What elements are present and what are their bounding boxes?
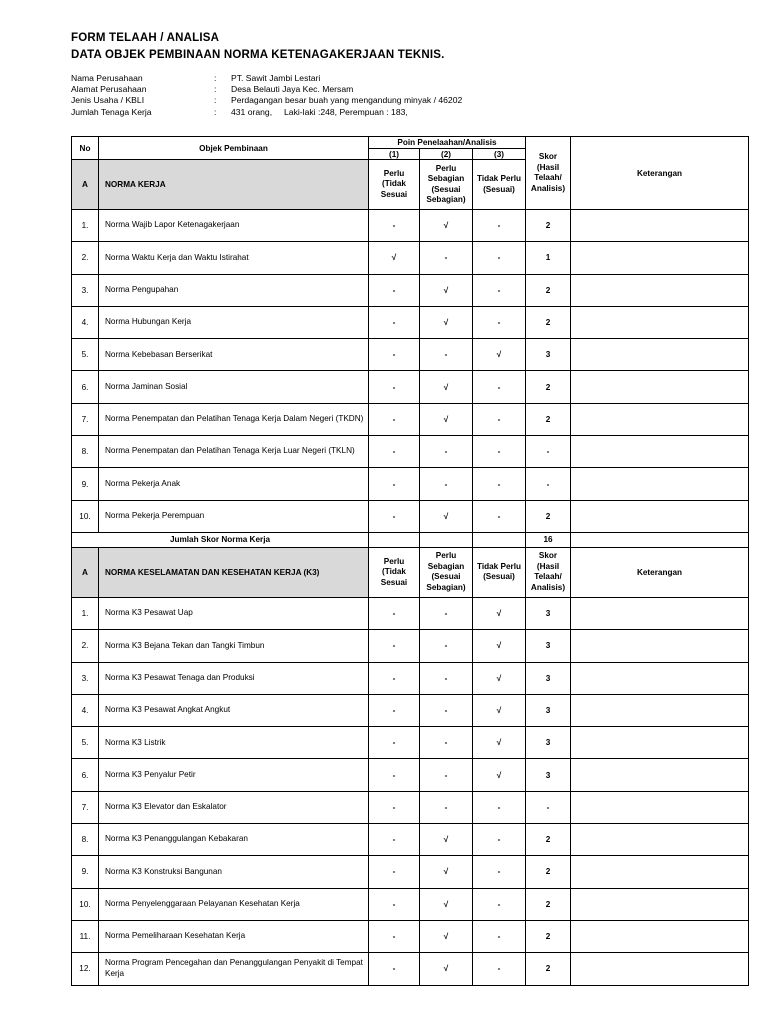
row-objek: Norma Pekerja Anak	[99, 468, 369, 500]
row-poin-2: √	[420, 856, 473, 888]
row-keterangan	[571, 274, 749, 306]
section-code: A	[72, 547, 99, 597]
total-empty-2	[420, 532, 473, 547]
row-no: 2.	[72, 242, 99, 274]
row-poin-1: -	[369, 791, 420, 823]
table-row	[72, 662, 749, 694]
row-skor: 2	[526, 371, 571, 403]
row-skor: 3	[526, 630, 571, 662]
row-objek: Norma Jaminan Sosial	[99, 371, 369, 403]
row-poin-2: √	[420, 274, 473, 306]
table-row	[72, 953, 749, 985]
row-objek: Norma Penempatan dan Pelatihan Tenaga Kerja Luar Negeri (TKLN)	[99, 436, 369, 468]
row-keterangan	[571, 468, 749, 500]
row-objek: Norma Penyelenggaraan Pelayanan Kesehatan Kerja	[99, 888, 369, 920]
subheader-perlu-sebagian: Perlu Sebagian (Sesuai Sebagian)	[420, 547, 473, 597]
table-row	[72, 888, 749, 920]
row-keterangan	[571, 339, 749, 371]
row-poin-2: -	[420, 339, 473, 371]
row-no: 3.	[72, 274, 99, 306]
table-row	[72, 242, 749, 274]
total-empty-1	[369, 532, 420, 547]
row-objek: Norma Program Pencegahan dan Penanggulangan Penyakit di Tempat Kerja	[99, 953, 369, 985]
row-objek: Norma K3 Pesawat Angkat Angkut	[99, 694, 369, 726]
row-poin-2: √	[420, 888, 473, 920]
header-skor: Skor (Hasil Telaah/ Analisis)	[526, 547, 571, 597]
row-poin-3: √	[473, 339, 526, 371]
row-poin-2: -	[420, 630, 473, 662]
header-num-3: (3)	[473, 149, 526, 160]
row-poin-2: -	[420, 597, 473, 629]
row-keterangan	[571, 727, 749, 759]
row-skor: 3	[526, 759, 571, 791]
row-poin-3: √	[473, 759, 526, 791]
row-objek: Norma K3 Bejana Tekan dan Tangki Timbun	[99, 630, 369, 662]
row-poin-3: -	[473, 210, 526, 242]
info-value: PT. Sawit Jambi Lestari	[231, 73, 321, 83]
section-code: A	[72, 160, 99, 210]
info-colon: :	[214, 95, 217, 106]
row-objek: Norma K3 Listrik	[99, 727, 369, 759]
row-poin-1: -	[369, 371, 420, 403]
row-poin-2: -	[420, 694, 473, 726]
row-poin-1: -	[369, 694, 420, 726]
table-row	[72, 694, 749, 726]
row-poin-3: -	[473, 242, 526, 274]
row-poin-1: -	[369, 920, 420, 952]
row-poin-1: -	[369, 662, 420, 694]
row-poin-1: -	[369, 339, 420, 371]
row-poin-3: √	[473, 694, 526, 726]
row-poin-2: -	[420, 759, 473, 791]
row-poin-2: -	[420, 727, 473, 759]
row-poin-1: -	[369, 888, 420, 920]
row-keterangan	[571, 856, 749, 888]
total-label: Jumlah Skor Norma Kerja	[72, 532, 369, 547]
row-no: 5.	[72, 339, 99, 371]
info-label: Jumlah Tenaga Kerja	[71, 106, 152, 117]
row-poin-1: -	[369, 436, 420, 468]
table-row	[72, 468, 749, 500]
row-no: 10.	[72, 500, 99, 532]
row-keterangan	[571, 662, 749, 694]
row-poin-1: √	[369, 242, 420, 274]
row-poin-3: -	[473, 920, 526, 952]
row-no: 4.	[72, 306, 99, 338]
row-skor: -	[526, 436, 571, 468]
info-label: Alamat Perusahaan	[71, 84, 147, 95]
row-poin-3: √	[473, 662, 526, 694]
row-poin-2: √	[420, 210, 473, 242]
row-poin-1: -	[369, 824, 420, 856]
header-num-2: (2)	[420, 149, 473, 160]
row-no: 6.	[72, 371, 99, 403]
row-poin-1: -	[369, 468, 420, 500]
table-row	[72, 920, 749, 952]
row-skor: 3	[526, 597, 571, 629]
row-poin-1: -	[369, 630, 420, 662]
row-poin-1: -	[369, 727, 420, 759]
row-poin-3: -	[473, 468, 526, 500]
info-colon: :	[214, 73, 217, 83]
row-poin-1: -	[369, 500, 420, 532]
company-info	[71, 73, 462, 118]
row-keterangan	[571, 759, 749, 791]
row-poin-1: -	[369, 403, 420, 435]
row-keterangan	[571, 500, 749, 532]
header-keterangan: Keterangan	[571, 137, 749, 210]
row-poin-3: -	[473, 791, 526, 823]
row-no: 12.	[72, 953, 99, 985]
row-skor: 2	[526, 953, 571, 985]
row-poin-2: -	[420, 242, 473, 274]
row-objek: Norma Hubungan Kerja	[99, 306, 369, 338]
row-skor: 3	[526, 339, 571, 371]
header-objek: Objek Pembinaan	[99, 137, 369, 160]
info-value: Perdagangan besar buah yang mengandung minyak / 46202	[231, 95, 463, 106]
row-poin-2: -	[420, 436, 473, 468]
row-poin-1: -	[369, 856, 420, 888]
row-skor: 2	[526, 856, 571, 888]
row-poin-3: -	[473, 371, 526, 403]
row-poin-3: -	[473, 306, 526, 338]
section-title: NORMA KERJA	[99, 160, 369, 210]
row-keterangan	[571, 630, 749, 662]
info-row-business-type	[71, 95, 462, 106]
row-no: 7.	[72, 403, 99, 435]
form-title: FORM TELAAH / ANALISA	[71, 32, 220, 44]
table-row	[72, 306, 749, 338]
table-row	[72, 403, 749, 435]
section-title: NORMA KESELAMATAN DAN KESEHATAN KERJA (K3)	[99, 547, 369, 597]
info-value: 431 orang, Laki-laki :248, Perempuan : 183,	[231, 106, 408, 117]
subheader-perlu-sebagian: Perlu Sebagian (Sesuai Sebagian)	[420, 160, 473, 210]
total-empty-3	[473, 532, 526, 547]
row-poin-2: √	[420, 500, 473, 532]
table-row	[72, 856, 749, 888]
table-row	[72, 759, 749, 791]
row-objek: Norma Wajib Lapor Ketenagakerjaan	[99, 210, 369, 242]
row-poin-3: -	[473, 500, 526, 532]
table-row	[72, 339, 749, 371]
row-poin-1: -	[369, 953, 420, 985]
row-skor: -	[526, 468, 571, 500]
row-no: 10.	[72, 888, 99, 920]
row-poin-1: -	[369, 210, 420, 242]
row-no: 5.	[72, 727, 99, 759]
subheader-tidak-perlu: Tidak Perlu (Sesuai)	[473, 547, 526, 597]
subheader-perlu-tidak-sesuai: Perlu (Tidak Sesuai	[369, 547, 420, 597]
row-no: 9.	[72, 856, 99, 888]
row-keterangan	[571, 210, 749, 242]
row-poin-2: √	[420, 920, 473, 952]
header-keterangan: Keterangan	[571, 547, 749, 597]
row-poin-3: -	[473, 436, 526, 468]
row-poin-3: -	[473, 856, 526, 888]
section-header-row	[72, 547, 749, 597]
row-poin-2: √	[420, 306, 473, 338]
table-row	[72, 210, 749, 242]
row-keterangan	[571, 694, 749, 726]
row-poin-2: -	[420, 791, 473, 823]
table-row	[72, 791, 749, 823]
row-keterangan	[571, 242, 749, 274]
row-no: 8.	[72, 436, 99, 468]
row-poin-3: -	[473, 888, 526, 920]
row-skor: 3	[526, 727, 571, 759]
table-row	[72, 727, 749, 759]
row-objek: Norma Penempatan dan Pelatihan Tenaga Kerja Dalam Negeri (TKDN)	[99, 403, 369, 435]
info-row-company-name	[71, 73, 462, 84]
row-keterangan	[571, 888, 749, 920]
row-no: 1.	[72, 210, 99, 242]
row-skor: 2	[526, 888, 571, 920]
row-keterangan	[571, 436, 749, 468]
row-no: 1.	[72, 597, 99, 629]
info-row-workforce	[71, 107, 462, 118]
row-objek: Norma Waktu Kerja dan Waktu Istirahat	[99, 242, 369, 274]
row-skor: -	[526, 791, 571, 823]
header-poin: Poin Penelaahan/Analisis	[369, 137, 526, 149]
row-objek: Norma Kebebasan Berserikat	[99, 339, 369, 371]
row-poin-2: -	[420, 662, 473, 694]
header-skor: Skor (Hasil Telaah/ Analisis)	[526, 137, 571, 210]
row-poin-3: √	[473, 630, 526, 662]
row-no: 7.	[72, 791, 99, 823]
table-row	[72, 597, 749, 629]
total-row	[72, 532, 749, 547]
row-keterangan	[571, 306, 749, 338]
row-no: 11.	[72, 920, 99, 952]
row-objek: Norma Pemeliharaan Kesehatan Kerja	[99, 920, 369, 952]
row-no: 9.	[72, 468, 99, 500]
row-keterangan	[571, 920, 749, 952]
table-row	[72, 436, 749, 468]
row-objek: Norma K3 Pesawat Uap	[99, 597, 369, 629]
row-keterangan	[571, 824, 749, 856]
subheader-perlu-tidak-sesuai: Perlu (Tidak Sesuai	[369, 160, 420, 210]
info-row-company-address	[71, 84, 462, 95]
table-row	[72, 274, 749, 306]
row-no: 8.	[72, 824, 99, 856]
row-no: 2.	[72, 630, 99, 662]
row-skor: 2	[526, 403, 571, 435]
row-objek: Norma K3 Penanggulangan Kebakaran	[99, 824, 369, 856]
row-objek: Norma K3 Elevator dan Eskalator	[99, 791, 369, 823]
row-keterangan	[571, 403, 749, 435]
row-poin-3: √	[473, 597, 526, 629]
row-skor: 3	[526, 694, 571, 726]
assessment-table	[71, 136, 749, 986]
row-keterangan	[571, 597, 749, 629]
row-poin-2: √	[420, 371, 473, 403]
row-skor: 2	[526, 210, 571, 242]
info-colon: :	[214, 106, 217, 117]
row-objek: Norma K3 Pesawat Tenaga dan Produksi	[99, 662, 369, 694]
row-skor: 1	[526, 242, 571, 274]
row-poin-3: √	[473, 727, 526, 759]
row-poin-2: -	[420, 468, 473, 500]
row-poin-2: √	[420, 403, 473, 435]
table-row	[72, 630, 749, 662]
row-skor: 2	[526, 824, 571, 856]
header-no: No	[72, 137, 99, 160]
total-keterangan	[571, 532, 749, 547]
row-poin-3: -	[473, 403, 526, 435]
row-skor: 3	[526, 662, 571, 694]
row-objek: Norma Pengupahan	[99, 274, 369, 306]
row-no: 6.	[72, 759, 99, 791]
table-row	[72, 500, 749, 532]
row-poin-1: -	[369, 597, 420, 629]
info-label: Jenis Usaha / KBLI	[71, 95, 145, 106]
row-poin-3: -	[473, 274, 526, 306]
info-value: Desa Belauti Jaya Kec. Mersam	[231, 84, 354, 95]
row-objek: Norma K3 Penyalur Petir	[99, 759, 369, 791]
row-poin-1: -	[369, 306, 420, 338]
row-skor: 2	[526, 500, 571, 532]
row-objek: Norma Pekerja Perempuan	[99, 500, 369, 532]
row-poin-1: -	[369, 274, 420, 306]
row-keterangan	[571, 791, 749, 823]
row-skor: 2	[526, 920, 571, 952]
table-row	[72, 371, 749, 403]
total-skor: 16	[526, 532, 571, 547]
row-poin-3: -	[473, 953, 526, 985]
row-poin-2: √	[420, 824, 473, 856]
table-row	[72, 824, 749, 856]
row-no: 3.	[72, 662, 99, 694]
form-subtitle: DATA OBJEK PEMBINAAN NORMA KETENAGAKERJAAN TEKNIS.	[71, 49, 445, 61]
row-skor: 2	[526, 274, 571, 306]
info-label: Nama Perusahaan	[71, 73, 143, 83]
header-num-1: (1)	[369, 149, 420, 160]
row-skor: 2	[526, 306, 571, 338]
row-objek: Norma K3 Konstruksi Bangunan	[99, 856, 369, 888]
row-keterangan	[571, 953, 749, 985]
subheader-tidak-perlu: Tidak Perlu (Sesuai)	[473, 160, 526, 210]
row-poin-1: -	[369, 759, 420, 791]
info-colon: :	[214, 84, 217, 95]
row-no: 4.	[72, 694, 99, 726]
row-keterangan	[571, 371, 749, 403]
row-poin-3: -	[473, 824, 526, 856]
row-poin-2: √	[420, 953, 473, 985]
